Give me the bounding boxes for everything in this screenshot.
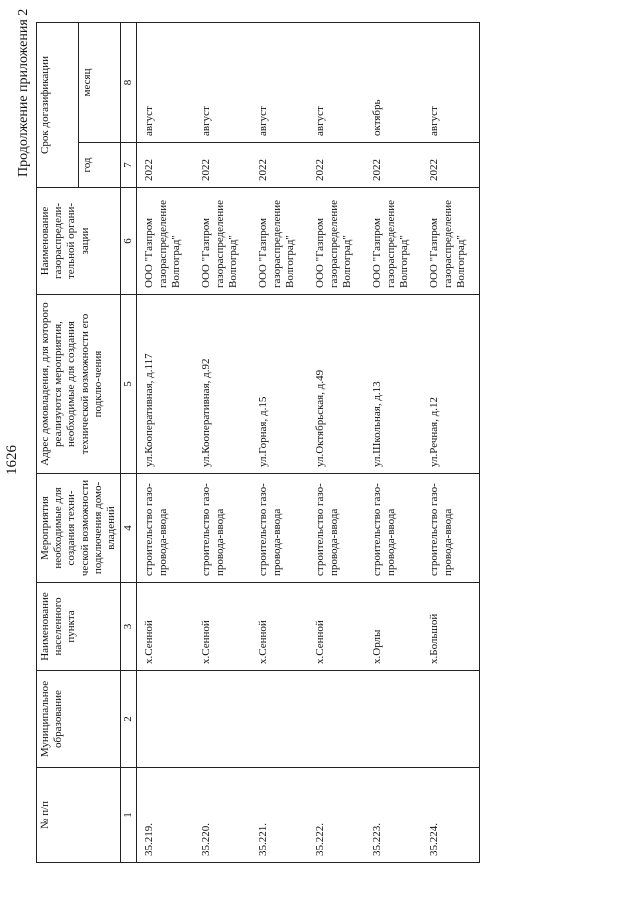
cell-address: ул.Горная, д.15 [251,295,308,474]
cell-organization: ООО "Газпром газораспределение Волгоград" [422,188,480,295]
cell-measure: строительство газо-провода-ввода [422,474,480,583]
cell-settlement: х.Сенной [137,583,195,671]
table-row [365,22,422,862]
continuation-caption: Продолжение приложения 2 [16,8,31,177]
cell-settlement: х.Сенной [308,583,365,671]
cell-organization: ООО "Газпром газораспределение Волгоград" [251,188,308,295]
cell-month: август [251,22,308,142]
cell-settlement: х.Большой [422,583,480,671]
cell-settlement: х.Орлы [365,583,422,671]
cell-settlement: х.Сенной [251,583,308,671]
cell-organization: ООО "Газпром газораспределение Волгоград" [137,188,195,295]
cell-year: 2022 [251,143,308,188]
header-settlement: Наименование населенного пункта [37,583,121,671]
table-row [194,22,251,862]
cell-num: 35.224. [422,768,480,863]
column-number-row [121,22,137,862]
cell-municipality [251,671,308,768]
cell-municipality [365,671,422,768]
cell-measure: строительство газо-провода-ввода [365,474,422,583]
header-row [37,22,79,862]
cell-month: август [194,22,251,142]
cell-num: 35.222. [308,768,365,863]
cell-settlement: х.Сенной [194,583,251,671]
table-row [137,22,195,862]
cell-municipality [194,671,251,768]
header-organization: Наименование газораспредели-тельной органи-зации [37,188,121,295]
cell-month: август [308,22,365,142]
col-number: 3 [121,583,137,671]
col-number: 5 [121,295,137,474]
table-row [308,22,365,862]
cell-year: 2022 [137,143,195,188]
gasification-table [36,22,480,863]
cell-address: ул.Школьная, д.13 [365,295,422,474]
cell-year: 2022 [308,143,365,188]
header-month: месяц [79,22,121,142]
cell-year: 2022 [422,143,480,188]
cell-address: ул.Октябрьская, д.49 [308,295,365,474]
table-row [422,22,480,862]
table-row [251,22,308,862]
header-year: год [79,143,121,188]
cell-address: ул.Кооперативная, д.117 [137,295,195,474]
cell-measure: строительство газо-провода-ввода [251,474,308,583]
cell-address: ул.Кооперативная, д.92 [194,295,251,474]
cell-year: 2022 [365,143,422,188]
col-number: 7 [121,143,137,188]
header-measures: Мероприятия необходимые для создания техни-ческой возможности подключения домо-владений [37,474,121,583]
col-number: 2 [121,671,137,768]
cell-municipality [422,671,480,768]
cell-month: август [137,22,195,142]
cell-municipality [308,671,365,768]
cell-month: октябрь [365,22,422,142]
header-municipality: Муниципальное образование [37,671,121,768]
cell-organization: ООО "Газпром газораспределение Волгоград" [365,188,422,295]
col-number: 8 [121,22,137,142]
header-deadline: Срок догазификации [37,22,79,187]
cell-measure: строительство газо-провода-ввода [308,474,365,583]
header-num: № п/п [37,768,121,863]
cell-num: 35.220. [194,768,251,863]
cell-measure: строительство газо-провода-ввода [194,474,251,583]
cell-year: 2022 [194,143,251,188]
header-address: Адрес домовладения, для которого реализуются мероприятия, необходимые для создания технической возможности его подклю-чения [37,295,121,474]
cell-organization: ООО "Газпром газораспределение Волгоград" [308,188,365,295]
cell-municipality [137,671,195,768]
col-number: 6 [121,188,137,295]
page-number: 1626 [4,445,20,475]
cell-num: 35.219. [137,768,195,863]
cell-address: ул.Речная, д.12 [422,295,480,474]
cell-num: 35.221. [251,768,308,863]
cell-month: август [422,22,480,142]
cell-num: 35.223. [365,768,422,863]
cell-measure: строительство газо-провода-ввода [137,474,195,583]
col-number: 1 [121,768,137,863]
col-number: 4 [121,474,137,583]
cell-organization: ООО "Газпром газораспределение Волгоград" [194,188,251,295]
